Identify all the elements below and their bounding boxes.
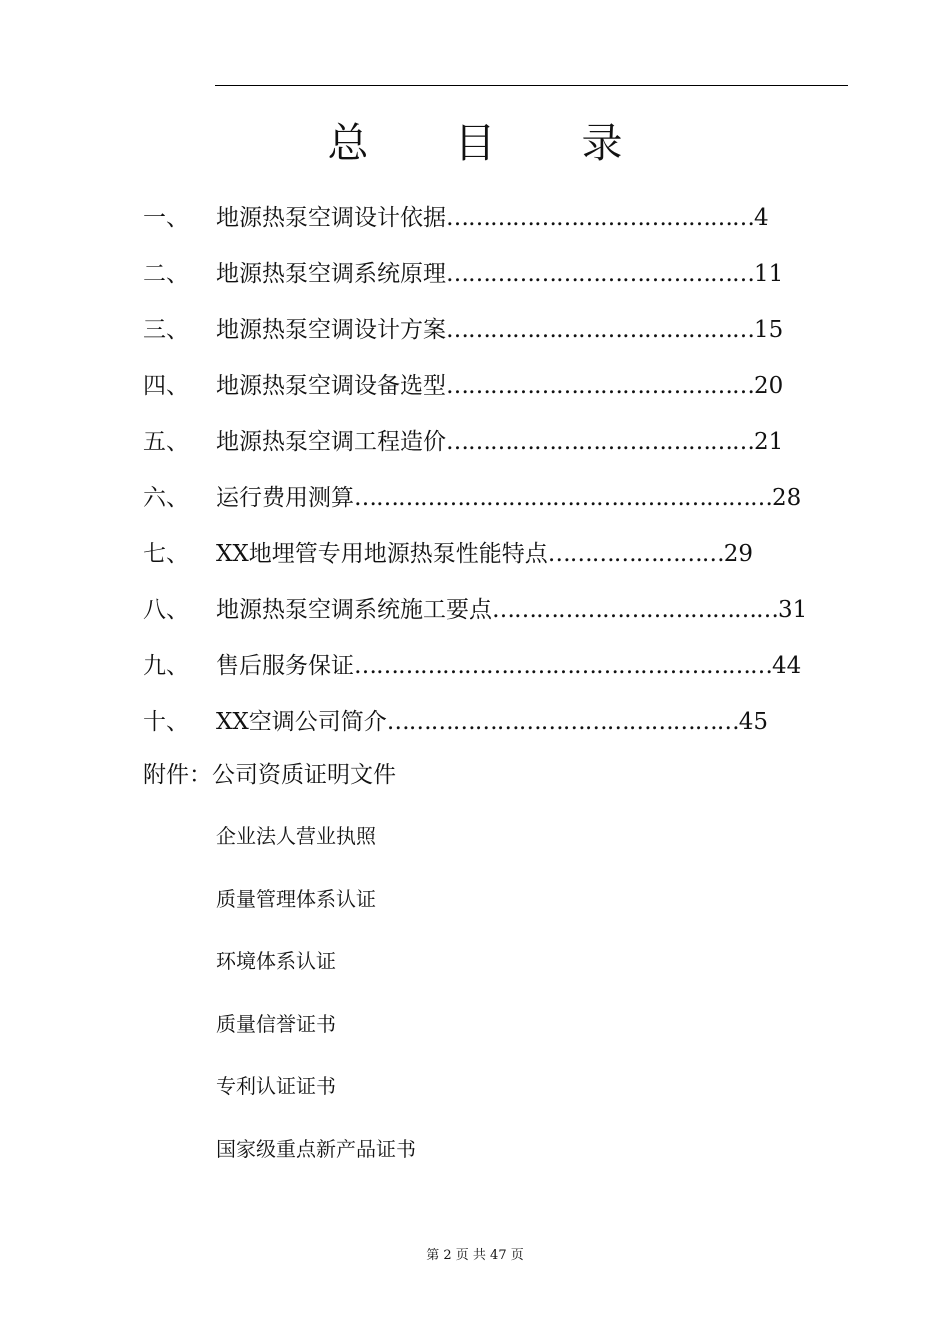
- toc-entry-title: 售后服务保证: [216, 653, 354, 679]
- toc-entry-page: 44: [772, 653, 802, 679]
- toc-entry-page: 45: [738, 709, 769, 735]
- toc-entry[interactable]: [143, 646, 843, 702]
- appendix-heading: 附件：公司资质证明文件: [143, 762, 396, 788]
- toc-entry-title: 地源热泵空调工程造价: [216, 429, 446, 455]
- toc-entry-page: 21: [754, 429, 784, 455]
- toc-entry-number: 七、: [143, 541, 189, 567]
- table-of-contents: [143, 198, 843, 758]
- toc-entry[interactable]: [143, 254, 843, 310]
- toc-entry-leader: ……………………………………: [446, 373, 754, 399]
- toc-entry-leader: …………………………………………: [386, 709, 739, 735]
- toc-entry-page: 28: [772, 485, 802, 511]
- toc-entry-page: 4: [754, 205, 769, 231]
- toc-entry-page: 20: [754, 373, 784, 399]
- toc-entry-number: 二、: [143, 261, 189, 287]
- toc-entry-leader: ……………………………………: [446, 317, 754, 343]
- page-title-char: 录: [581, 119, 623, 167]
- toc-entry-title: 地源热泵空调设计依据: [216, 205, 446, 231]
- appendix-item: 专利认证证书: [216, 1074, 336, 1099]
- toc-entry-page: 15: [754, 317, 784, 343]
- toc-entry-title: XX地埋管专用地源热泵性能特点: [216, 541, 548, 567]
- toc-entry[interactable]: [143, 478, 843, 534]
- toc-entry-number: 六、: [143, 485, 189, 511]
- toc-entry-title: XX空调公司简介: [216, 709, 387, 735]
- toc-entry-title: 地源热泵空调设计方案: [216, 317, 446, 343]
- toc-entry[interactable]: [143, 534, 843, 590]
- toc-entry[interactable]: [143, 590, 843, 646]
- toc-entry-leader: …………………………………………………: [354, 485, 772, 511]
- appendix-item: 环境体系认证: [216, 949, 336, 974]
- toc-entry-leader: ……………………………………: [446, 261, 754, 287]
- toc-entry-title: 运行费用测算: [216, 485, 354, 511]
- toc-entry-number: 五、: [143, 429, 189, 455]
- toc-entry-leader: ……………………………………: [446, 205, 754, 231]
- toc-entry-number: 四、: [143, 373, 189, 399]
- appendix-item: 国家级重点新产品证书: [216, 1136, 416, 1161]
- toc-entry[interactable]: [143, 310, 843, 366]
- header-rule: [215, 85, 848, 86]
- appendix-item: 质量管理体系认证: [216, 886, 376, 911]
- toc-entry-number: 三、: [143, 317, 189, 343]
- appendix-item: 质量信誉证书: [216, 1011, 336, 1036]
- page-footer: 第 2 页 共 47 页: [426, 1248, 524, 1263]
- toc-entry-number: 一、: [143, 205, 189, 231]
- toc-entry-page: 31: [778, 597, 808, 623]
- toc-entry[interactable]: [143, 366, 843, 422]
- toc-entry[interactable]: [143, 422, 843, 478]
- toc-entry[interactable]: [143, 198, 843, 254]
- toc-entry-number: 八、: [143, 597, 189, 623]
- toc-entry-title: 地源热泵空调系统原理: [216, 261, 446, 287]
- toc-entry-leader: ……………………: [547, 541, 724, 567]
- toc-entry-title: 地源热泵空调系统施工要点: [216, 597, 492, 623]
- toc-entry-leader: …………………………………………………: [354, 653, 772, 679]
- page-title-char: 目: [454, 119, 496, 167]
- appendix-list: [216, 818, 416, 1194]
- toc-entry-leader: …………………………………: [492, 597, 778, 623]
- toc-entry-title: 地源热泵空调设备选型: [216, 373, 446, 399]
- toc-entry-leader: ……………………………………: [446, 429, 754, 455]
- appendix-item: 企业法人营业执照: [216, 824, 376, 848]
- toc-entry-number: 九、: [143, 653, 189, 679]
- page-title-char: 总: [327, 119, 369, 167]
- toc-entry-page: 29: [723, 541, 754, 567]
- toc-entry[interactable]: [143, 702, 843, 758]
- toc-entry-page: 11: [754, 261, 784, 287]
- page-title: [0, 117, 950, 169]
- toc-entry-number: 十、: [143, 709, 189, 735]
